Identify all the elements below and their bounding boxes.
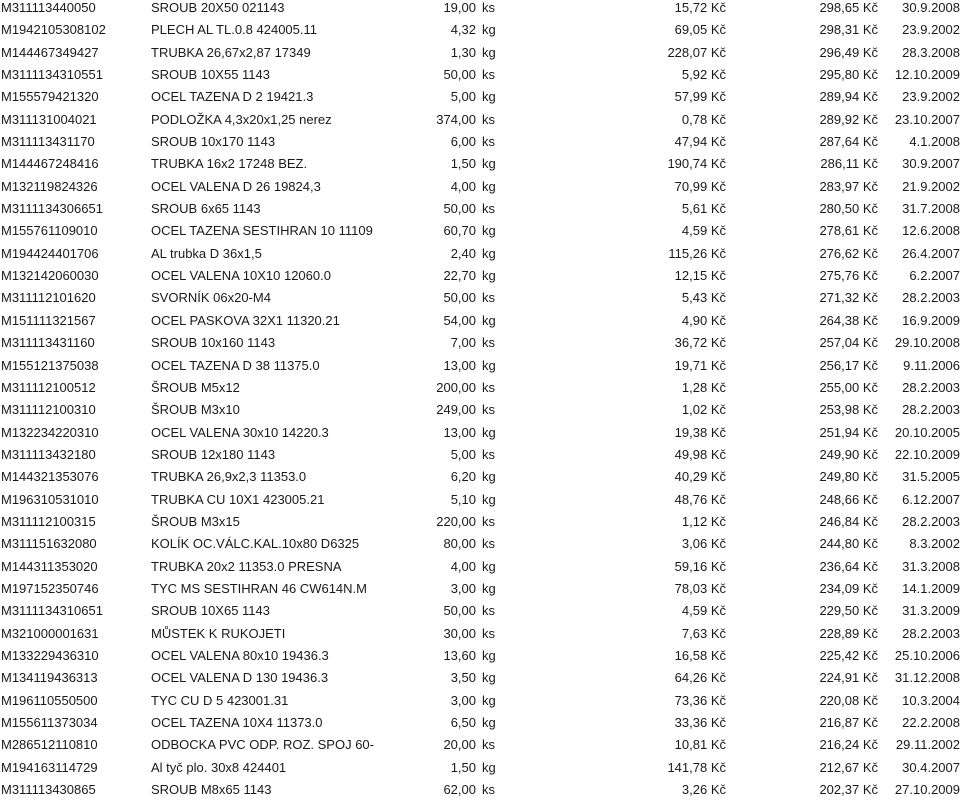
table-row: [0, 734, 960, 756]
table-row: [0, 176, 960, 198]
item-quantity: 220,00: [436, 513, 476, 529]
item-code: M155121375038: [1, 357, 99, 373]
item-total-price: 278,61 Kč: [819, 223, 878, 239]
item-unit: kg: [482, 312, 496, 328]
item-quantity: 5,10: [450, 491, 476, 507]
item-name: ŠROUB M3x10: [151, 402, 240, 418]
table-row: [0, 645, 960, 667]
item-unit-price: 7,63 Kč: [681, 625, 726, 641]
table-row: [0, 131, 960, 153]
item-date: 12.10.2009: [894, 67, 960, 83]
item-name: OCEL VALENA D 26 19824,3: [151, 178, 321, 194]
item-quantity: 13,00: [443, 357, 476, 373]
item-total-price: 228,89 Kč: [819, 625, 878, 641]
item-code: M311113440050: [1, 0, 96, 15]
item-name: KOLÍK OC.VÁLC.KAL.10x80 D6325: [151, 536, 360, 552]
item-name: OCEL VALENA D 130 19436.3: [151, 670, 329, 686]
table-row: [0, 556, 960, 578]
item-total-price: 244,80 Kč: [819, 536, 878, 552]
item-code: M311113431065​1: [1, 603, 103, 619]
table-row: [0, 153, 960, 175]
item-date: 25.10.2006: [894, 647, 960, 663]
table-row: [0, 600, 960, 622]
item-code: M155579421320: [1, 89, 99, 105]
item-name: OCEL TAZENA D 38 11375.0: [151, 357, 320, 373]
item-quantity: 19,00: [443, 0, 476, 15]
item-date: 28.2.2003: [902, 290, 960, 306]
item-name: SROUB M8x65 1143: [151, 782, 272, 798]
item-date: 31.3.2009: [902, 603, 960, 619]
item-quantity: 80,00: [443, 536, 476, 552]
item-date: 30.9.2007: [902, 156, 960, 172]
item-total-price: 202,37 Kč: [819, 782, 878, 798]
item-code: M132142060030: [1, 268, 99, 284]
item-unit-price: 115,26 Kč: [668, 245, 726, 261]
table-row: [0, 511, 960, 533]
item-quantity: 54,00: [443, 312, 476, 328]
item-code: M196310531010: [1, 491, 99, 507]
item-unit-price: 19,71 Kč: [674, 357, 726, 373]
item-name: SROUB 10x160 1143: [151, 335, 276, 351]
item-unit-price: 10,81 Kč: [674, 737, 726, 753]
item-name: OCEL TAZENA SESTIHRAN 10 11109: [151, 223, 373, 239]
item-quantity: 60,70: [443, 223, 476, 239]
item-unit: ks: [482, 737, 495, 753]
item-quantity: 6,00: [450, 134, 476, 150]
table-row: [0, 377, 960, 399]
item-name: OCEL PASKOVA 32X1 11320.21: [151, 312, 340, 328]
item-unit-price: 12,15 Kč: [674, 268, 726, 284]
item-date: 4.1.2008: [909, 134, 960, 150]
item-unit-price: 5,92 Kč: [681, 67, 726, 83]
item-total-price: 296,49 Kč: [819, 44, 878, 60]
item-code: M286512110810: [1, 737, 98, 753]
item-name: TYC MS SESTIHRAN 46 CW614N.M: [151, 580, 367, 596]
item-quantity: 6,50: [450, 715, 476, 730]
item-unit-price: 47,94 Kč: [674, 134, 726, 150]
table-row: [0, 355, 960, 377]
item-unit-price: 16,58 Kč: [674, 647, 726, 663]
item-unit-price: 33,36 Kč: [674, 715, 726, 730]
item-name: ŠROUB M3x15: [151, 513, 240, 529]
item-total-price: 275,76 Kč: [819, 268, 878, 284]
item-unit-price: 19,38 Kč: [674, 424, 726, 440]
item-unit: kg: [482, 223, 496, 239]
item-unit: kg: [482, 178, 496, 194]
item-date: 31.12.2008: [894, 670, 960, 686]
item-total-price: 298,65 Kč: [819, 0, 878, 15]
item-name: OCEL TAZENA 10X4 11373.0: [151, 715, 323, 730]
item-unit: ks: [482, 290, 495, 306]
item-quantity: 200,00: [436, 379, 476, 395]
item-unit-price: 228,07 Kč: [667, 44, 726, 60]
item-unit: kg: [482, 580, 496, 596]
table-row: [0, 757, 960, 779]
item-unit: ks: [482, 402, 495, 418]
item-name: SROUB 20X50 021143: [151, 0, 285, 15]
table-row: [0, 489, 960, 511]
item-unit: ks: [482, 603, 495, 619]
item-date: 16.9.2009: [902, 312, 960, 328]
item-unit: kg: [482, 156, 496, 172]
item-date: 31.3.2008: [902, 558, 960, 574]
table-row: [0, 667, 960, 689]
item-quantity: 7,00: [450, 335, 476, 351]
item-date: 10.3.2004: [902, 692, 960, 708]
item-unit-price: 64,26 Kč: [674, 670, 726, 686]
item-code: M311113431160: [1, 335, 95, 351]
item-quantity: 1,50: [450, 759, 476, 775]
table-row: [0, 19, 960, 41]
item-name: TRUBKA 20x2 11353.0 PRESNA: [151, 558, 342, 574]
item-total-price: 253,98 Kč: [819, 402, 878, 418]
item-date: 23.10.2007: [894, 111, 960, 127]
item-quantity: 5,00: [450, 89, 476, 105]
table-row: [0, 86, 960, 108]
item-total-price: 283,97 Kč: [819, 178, 878, 194]
item-quantity: 62,00: [443, 782, 476, 798]
item-unit: ks: [482, 379, 495, 395]
item-unit: kg: [482, 268, 496, 284]
item-code: M311113431055​1: [1, 67, 103, 83]
item-quantity: 2,40: [450, 245, 476, 261]
item-code: M196110550500: [1, 692, 98, 708]
item-name: OCEL VALENA 30x10 14220.3: [151, 424, 329, 440]
item-quantity: 50,00: [443, 290, 476, 306]
table-row: [0, 243, 960, 265]
item-name: ODBOCKA PVC ODP. ROZ. SPOJ 60-: [151, 737, 374, 753]
item-date: 22.10.2009: [894, 446, 960, 462]
item-date: 9.11.2006: [903, 357, 960, 373]
item-unit: kg: [482, 715, 496, 730]
item-code: M144321353076: [1, 469, 99, 485]
item-total-price: 271,32 Kč: [819, 290, 878, 306]
item-total-price: 264,38 Kč: [819, 312, 878, 328]
item-quantity: 13,60: [443, 647, 476, 663]
item-code: M155611373034: [1, 715, 98, 730]
table-row: [0, 0, 960, 19]
item-total-price: 249,90 Kč: [819, 446, 878, 462]
item-unit: kg: [482, 357, 496, 373]
item-date: 31.5.2005: [902, 469, 960, 485]
item-unit: ks: [482, 111, 495, 127]
item-total-price: 289,94 Kč: [819, 89, 878, 105]
item-total-price: 216,24 Kč: [819, 737, 878, 753]
item-date: 29.10.2008: [894, 335, 960, 351]
item-unit: ks: [482, 536, 495, 552]
item-date: 31.7.2008: [902, 201, 960, 217]
item-code: M197152350746: [1, 580, 99, 596]
item-code: M132119824326: [1, 178, 98, 194]
item-date: 20.10.2005: [894, 424, 960, 440]
item-date: 6.2.2007: [909, 268, 960, 284]
item-quantity: 4,00: [450, 178, 476, 194]
item-code: M311131004021: [1, 111, 97, 127]
item-unit-price: 5,61 Kč: [681, 201, 726, 217]
item-unit: kg: [482, 89, 496, 105]
item-unit-price: 5,43 Kč: [681, 290, 726, 306]
item-unit-price: 15,72 Kč: [674, 0, 726, 15]
item-name: TRUBKA CU 10X1 423005.21: [151, 491, 325, 507]
item-unit-price: 1,12 Kč: [681, 513, 726, 529]
item-quantity: 22,70: [443, 268, 476, 284]
item-date: 28.2.2003: [902, 402, 960, 418]
item-total-price: 257,04 Kč: [819, 335, 878, 351]
table-row: [0, 332, 960, 354]
item-total-price: 224,91 Kč: [819, 670, 878, 686]
item-code: M132234220310: [1, 424, 99, 440]
item-name: OCEL VALENA 80x10 19436.3: [151, 647, 329, 663]
item-code: M151111321567: [1, 312, 96, 328]
item-name: ŠROUB M5x12: [151, 379, 240, 395]
item-quantity: 3,00: [450, 692, 476, 708]
item-total-price: 236,64 Kč: [819, 558, 878, 574]
item-quantity: 4,00: [450, 558, 476, 574]
table-row: [0, 64, 960, 86]
item-date: 30.4.2007: [902, 759, 960, 775]
item-code: M194163114729: [1, 759, 98, 775]
item-quantity: 3,00: [450, 580, 476, 596]
table-row: [0, 42, 960, 64]
item-unit: ks: [482, 782, 495, 798]
item-unit-price: 4,59 Kč: [681, 223, 726, 239]
table-row: [0, 444, 960, 466]
item-code: M144311353020: [1, 558, 98, 574]
item-total-price: 246,84 Kč: [819, 513, 878, 529]
item-code: M311113430665​1: [1, 201, 103, 217]
item-name: TYC CU D 5 423001.31: [151, 692, 289, 708]
item-date: 29.11.2002: [895, 737, 960, 753]
item-unit: ks: [482, 513, 495, 529]
item-unit-price: 3,26 Kč: [681, 782, 726, 798]
item-name: OCEL VALENA 10X10 12060.0: [151, 268, 331, 284]
table-row: [0, 265, 960, 287]
item-unit-price: 4,90 Kč: [681, 312, 726, 328]
item-unit: kg: [482, 491, 496, 507]
item-name: TRUBKA 16x2 17248 BEZ.: [151, 156, 308, 172]
item-name: AL trubka D 36x1,5: [151, 245, 262, 261]
item-code: M311113431170: [1, 134, 95, 150]
item-code: M155761109010: [1, 223, 98, 239]
item-quantity: 50,00: [443, 67, 476, 83]
item-quantity: 50,00: [443, 201, 476, 217]
item-unit: ks: [482, 201, 495, 217]
item-total-price: 251,94 Kč: [819, 424, 878, 440]
item-unit: ks: [482, 625, 495, 641]
item-unit-price: 1,28 Kč: [681, 379, 726, 395]
item-date: 12.6.2008: [902, 223, 960, 239]
item-total-price: 289,92 Kč: [819, 111, 878, 127]
item-unit: kg: [482, 424, 496, 440]
item-quantity: 30,00: [443, 625, 476, 641]
item-name: PLECH AL TL.0.8 424005.11: [151, 22, 317, 38]
item-unit: kg: [482, 22, 496, 38]
item-name: SROUB 10X55 1143: [151, 67, 270, 83]
table-row: [0, 310, 960, 332]
item-total-price: 286,11 Kč: [820, 156, 878, 172]
item-date: 28.2.2003: [902, 513, 960, 529]
item-unit-price: 36,72 Kč: [674, 335, 726, 351]
item-unit: kg: [482, 759, 496, 775]
item-unit: ks: [482, 335, 495, 351]
item-unit-price: 70,99 Kč: [674, 178, 726, 194]
item-unit: kg: [482, 469, 496, 485]
item-date: 28.3.2008: [902, 44, 960, 60]
item-date: 28.2.2003: [902, 625, 960, 641]
item-total-price: 298,31 Kč: [819, 22, 878, 38]
item-unit-price: 48,76 Kč: [674, 491, 726, 507]
item-unit: kg: [482, 44, 496, 60]
item-total-price: 216,87 Kč: [819, 715, 878, 730]
table-row: [0, 779, 960, 801]
item-code: M311151632080: [1, 536, 97, 552]
item-total-price: 220,08 Kč: [819, 692, 878, 708]
item-code: M144467248416: [1, 156, 99, 172]
item-unit-price: 0,78 Kč: [681, 111, 726, 127]
item-unit-price: 1,02 Kč: [681, 402, 726, 418]
item-code: M311113430865: [1, 782, 96, 798]
item-total-price: 249,80 Kč: [819, 469, 878, 485]
item-total-price: 256,17 Kč: [819, 357, 878, 373]
item-unit-price: 59,16 Kč: [674, 558, 726, 574]
item-quantity: 1,50: [450, 156, 476, 172]
item-total-price: 212,67 Kč: [819, 759, 878, 775]
item-name: Al tyč plo. 30x8 424401: [151, 759, 287, 775]
table-row: [0, 712, 960, 734]
table-row: [0, 399, 960, 421]
item-quantity: 4,32: [450, 22, 476, 38]
item-quantity: 6,20: [450, 469, 476, 485]
item-total-price: 234,09 Kč: [819, 580, 878, 596]
item-name: PODLOŽKA 4,3x20x1,25 nerez: [151, 111, 332, 127]
item-unit: ks: [482, 0, 495, 15]
item-unit: ks: [482, 446, 495, 462]
item-unit-price: 190,74 Kč: [667, 156, 726, 172]
item-code: M194210530810​2: [1, 22, 106, 38]
table-row: [0, 422, 960, 444]
item-date: 22.2.2008: [902, 715, 960, 730]
item-name: TRUBKA 26,67x2,87 17349: [151, 44, 311, 60]
table-row: [0, 578, 960, 600]
item-unit-price: 69,05 Kč: [674, 22, 726, 38]
item-unit: kg: [482, 647, 496, 663]
item-total-price: 276,62 Kč: [819, 245, 878, 261]
item-date: 28.2.2003: [902, 379, 960, 395]
table-row: [0, 287, 960, 309]
item-code: M321000001631: [1, 625, 99, 641]
item-date: 23.9.2002: [902, 89, 960, 105]
table-row: [0, 109, 960, 131]
item-code: M311112100315: [1, 513, 96, 529]
item-quantity: 5,00: [450, 446, 476, 462]
item-code: M311112100512: [1, 379, 96, 395]
item-quantity: 50,00: [443, 603, 476, 619]
item-date: 23.9.2002: [902, 22, 960, 38]
table-row: [0, 533, 960, 555]
item-quantity: 249,00: [436, 402, 476, 418]
item-name: SVORNÍK 06x20-M4: [151, 290, 271, 306]
item-total-price: 280,50 Kč: [819, 201, 878, 217]
item-unit-price: 57,99 Kč: [674, 89, 726, 105]
item-total-price: 229,50 Kč: [819, 603, 878, 619]
item-name: MŮSTEK K RUKOJETI: [151, 625, 286, 641]
item-code: M133229436310: [1, 647, 99, 663]
item-quantity: 374,00: [436, 111, 476, 127]
item-name: SROUB 12x180 1143: [151, 446, 276, 462]
table-row: [0, 466, 960, 488]
item-date: 14.1.2009: [902, 580, 960, 596]
item-code: M134119436313: [1, 670, 98, 686]
item-date: 30.9.2008: [902, 0, 960, 15]
item-code: M311112100310: [1, 402, 96, 418]
item-date: 8.3.2002: [909, 536, 960, 552]
item-unit-price: 141,78 Kč: [667, 759, 726, 775]
item-unit-price: 3,06 Kč: [681, 536, 726, 552]
item-date: 27.10.2009: [894, 782, 960, 798]
item-total-price: 225,42 Kč: [819, 647, 878, 663]
item-name: SROUB 10X65 1143: [151, 603, 270, 619]
item-quantity: 20,00: [443, 737, 476, 753]
item-unit: ks: [482, 134, 495, 150]
item-unit-price: 40,29 Kč: [674, 469, 726, 485]
item-name: TRUBKA 26,9x2,3 11353.0: [151, 469, 307, 485]
item-unit: kg: [482, 558, 496, 574]
item-date: 6.12.2007: [902, 491, 960, 507]
item-unit-price: 4,59 Kč: [681, 603, 726, 619]
item-total-price: 287,64 Kč: [819, 134, 878, 150]
item-code: M144467349427: [1, 44, 99, 60]
item-quantity: 3,50: [450, 670, 476, 686]
item-date: 26.4.2007: [902, 245, 960, 261]
item-code: M194424401706: [1, 245, 99, 261]
item-unit: kg: [482, 670, 496, 686]
item-unit: kg: [482, 245, 496, 261]
table-row: [0, 623, 960, 645]
item-code: M311113432180: [1, 446, 96, 462]
item-name: SROUB 10x170 1143: [151, 134, 276, 150]
item-quantity: 13,00: [443, 424, 476, 440]
item-unit-price: 78,03 Kč: [674, 580, 726, 596]
table-row: [0, 198, 960, 220]
table-row: [0, 690, 960, 712]
item-date: 21.9.2002: [902, 178, 960, 194]
item-total-price: 295,80 Kč: [819, 67, 878, 83]
item-total-price: 255,00 Kč: [819, 379, 878, 395]
item-total-price: 248,66 Kč: [819, 491, 878, 507]
item-code: M311112101620: [1, 290, 96, 306]
item-unit: ks: [482, 67, 495, 83]
item-quantity: 1,30: [450, 44, 476, 60]
table-row: [0, 220, 960, 242]
item-unit-price: 49,98 Kč: [674, 446, 726, 462]
item-name: SROUB 6x65 1143: [151, 201, 261, 217]
item-unit: kg: [482, 692, 496, 708]
item-name: OCEL TAZENA D 2 19421.3: [151, 89, 314, 105]
item-unit-price: 73,36 Kč: [674, 692, 726, 708]
